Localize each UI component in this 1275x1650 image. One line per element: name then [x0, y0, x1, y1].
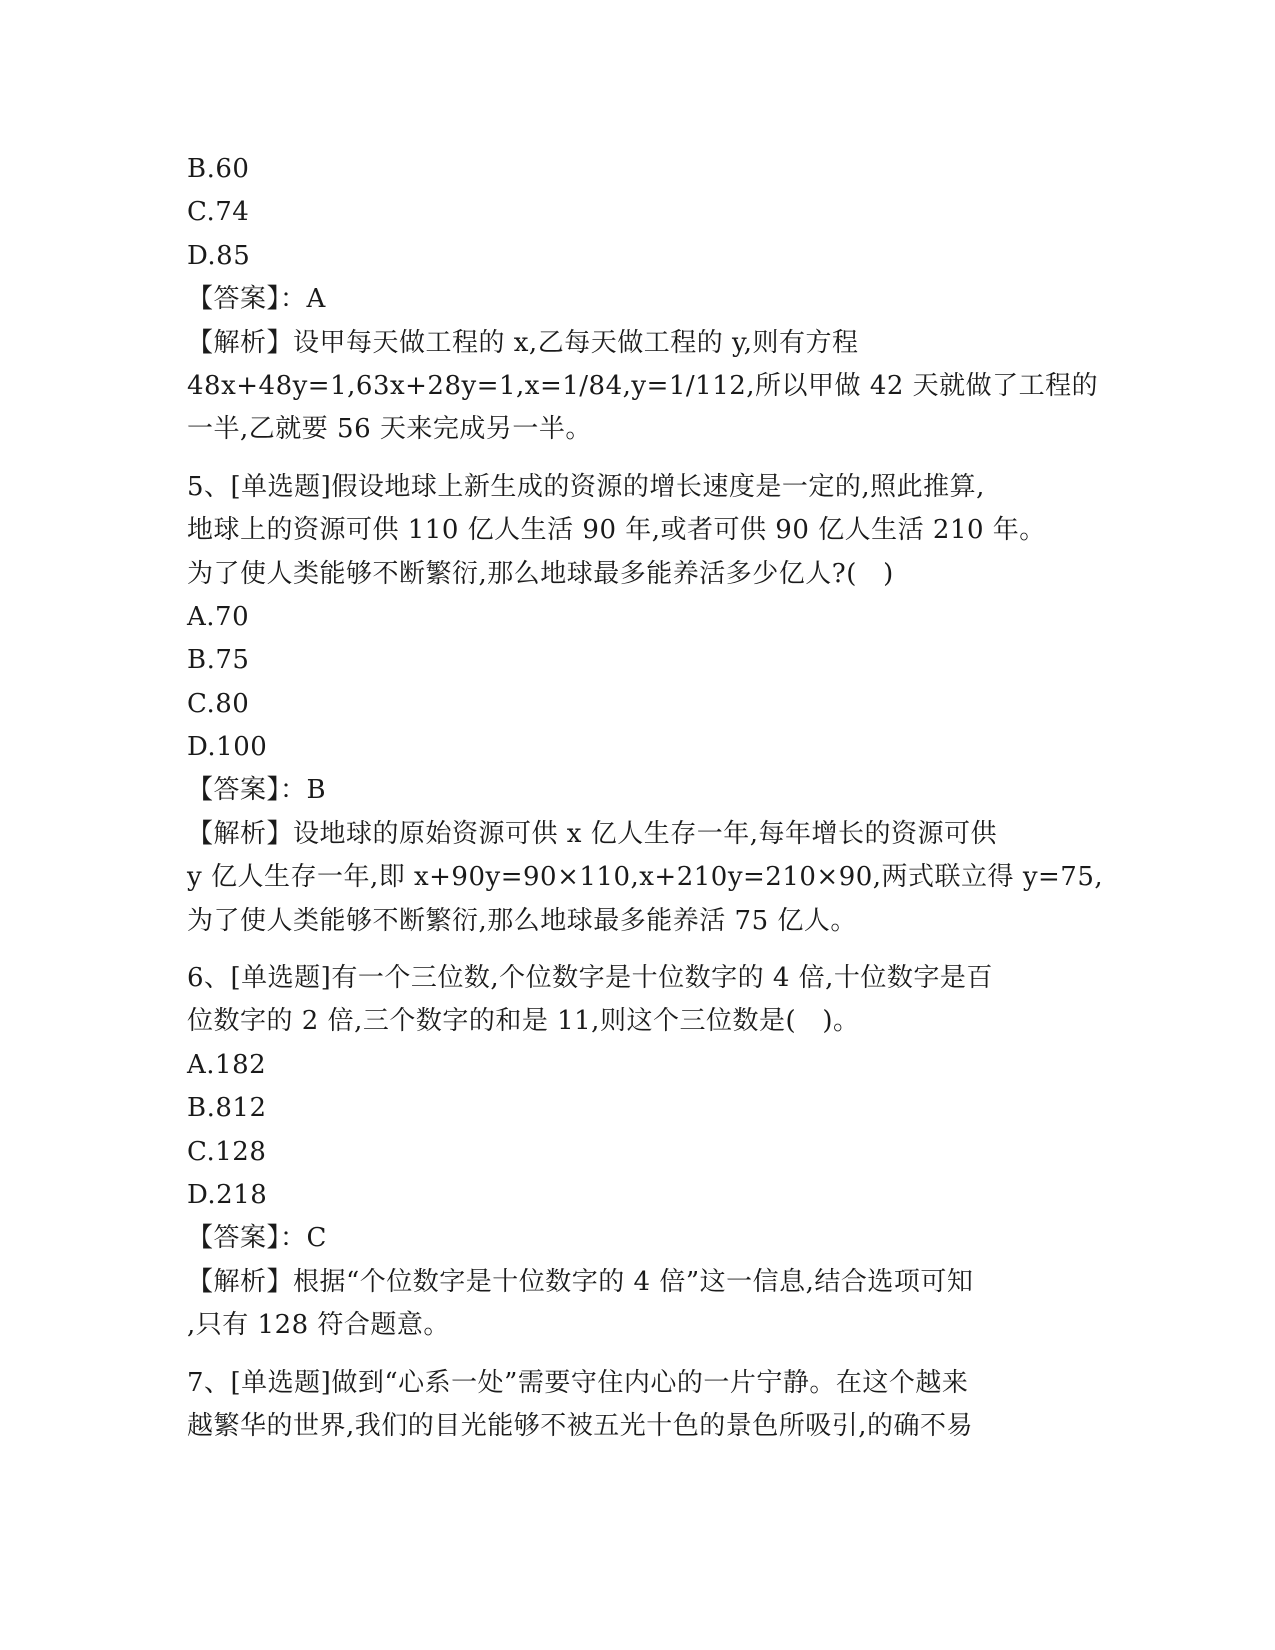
answer: 【答案】：C: [187, 1223, 327, 1254]
question-5: [187, 466, 1104, 943]
question-7: [187, 1362, 1087, 1449]
question-stem-line: 位数字的 2 倍,三个数字的和是 11,则这个三位数是( )。: [187, 1006, 860, 1037]
document-content: [187, 148, 1104, 1448]
spacer: [187, 1348, 1087, 1362]
option-b: B.60: [187, 154, 250, 184]
spacer: [187, 943, 1087, 957]
option-a: A.182: [187, 1049, 267, 1080]
option-d: D.218: [187, 1179, 268, 1210]
answer: 【答案】：B: [187, 775, 327, 806]
analysis-line: y 亿人生存一年,即 x+90y=90×110,x+210y=210×90,两式联立得 y=75,: [187, 862, 1104, 893]
answer: 【答案】：A: [187, 284, 326, 315]
analysis-line: 【解析】设地球的原始资源可供 x 亿人生存一年,每年增长的资源可供: [187, 818, 997, 849]
question-stem-line: 6、[单选题]有一个三位数,个位数字是十位数字的 4 倍,十位数字是百: [187, 963, 993, 994]
analysis-line: 48x+48y=1,63x+28y=1,x=1/84,y=1/112,所以甲做 42 天就做了工程的: [187, 370, 1099, 401]
question-stem-line: 7、[单选题]做到“心系一处”需要守住内心的一片宁静。在这个越来: [187, 1367, 969, 1398]
analysis-line: 为了使人类能够不断繁衍,那么地球最多能养活 75 亿人。: [187, 905, 857, 936]
question-stem-line: 越繁华的世界,我们的目光能够不被五光十色的景色所吸引,的确不易: [187, 1410, 974, 1441]
question-stem-line: 为了使人类能够不断繁衍,那么地球最多能养活多少亿人?( ): [187, 558, 894, 589]
option-a: A.70: [187, 601, 250, 632]
option-c: C.80: [187, 688, 250, 719]
option-d: D.85: [187, 240, 251, 271]
previous-question: [187, 148, 1099, 452]
option-c: C.74: [187, 197, 250, 228]
question-6: [187, 957, 1087, 1348]
analysis-line: 【解析】设甲每天做工程的 x,乙每天做工程的 y,则有方程: [187, 327, 859, 358]
analysis-line: 一半,乙就要 56 天来完成另一半。: [187, 414, 592, 445]
analysis-line: 【解析】根据“个位数字是十位数字的 4 倍”这一信息,结合选项可知: [187, 1266, 974, 1297]
option-b: B.812: [187, 1093, 267, 1124]
option-b: B.75: [187, 645, 250, 676]
question-stem-line: 5、[单选题]假设地球上新生成的资源的增长速度是一定的,照此推算,: [187, 471, 985, 502]
analysis-line: ,只有 128 符合题意。: [187, 1310, 450, 1341]
option-d: D.100: [187, 732, 268, 763]
question-stem-line: 地球上的资源可供 110 亿人生活 90 年,或者可供 90 亿人生活 210 年。: [187, 515, 1046, 546]
spacer: [187, 452, 1087, 466]
option-c: C.128: [187, 1136, 267, 1167]
